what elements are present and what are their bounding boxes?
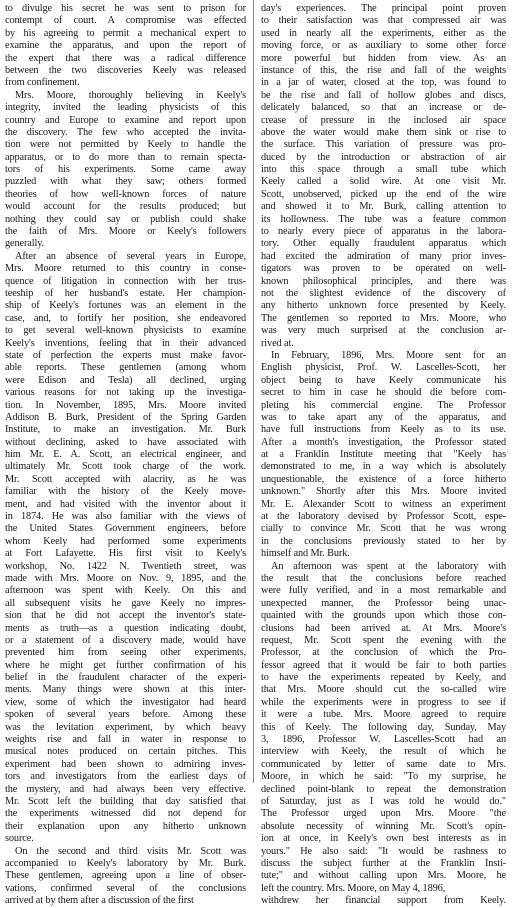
text-line: examine the apparatus, and upon the report of: [5, 40, 246, 52]
text-line: English physicist, Prof. W. Lascelles-Scott, her: [261, 362, 506, 374]
text-line: the expert that there was a radical difference: [5, 52, 246, 64]
text-line: made with Mrs. Moore on Nov. 9, 1895, and the: [5, 572, 246, 584]
text-line: demonstrated to me, in a way which is absolutely: [261, 461, 506, 473]
text-line: had excited the admiration of many prior inves-: [261, 250, 506, 262]
text-line: unquestionable, the existence of a force hitherto: [261, 473, 506, 485]
text-line: to their satisfaction was that compressed air was: [261, 15, 506, 27]
text-line: familiar with the history of the Keely move-: [5, 486, 246, 498]
text-line: object being to have Keely communicate his: [261, 374, 506, 386]
text-line: An afternoon was spent at the laboratory with: [271, 560, 506, 572]
text-line: belief in the fraudulent character of the experi-: [5, 672, 246, 684]
text-line: were fully verified, and in a most remarkable and: [261, 585, 506, 597]
text-line: while the experiments were in progress to see if: [261, 696, 506, 708]
text-line: that Mrs. Moore should cut the so-called wire: [261, 684, 506, 696]
text-line: These gentlemen, agreeing upon a line of obser-: [5, 870, 246, 882]
text-line: interview with Keely, the result of which he: [261, 746, 506, 758]
text-line: Mr. Scott left the building that day satisfied that: [5, 796, 246, 807]
text-line: source.: [5, 833, 34, 845]
text-line: Mrs. Moore returned to this country in conse-: [5, 263, 246, 275]
text-line: this of Keely. The following day, Sunday, May: [261, 721, 506, 733]
text-line: left the country. Mrs. Moore, on May 4, 1896,: [261, 882, 446, 894]
text-line: afternoon was spent with Keely. On this and: [5, 585, 246, 597]
text-line: its hollowness. The tube was a feature common: [261, 213, 506, 225]
column-divider: [253, 0, 254, 783]
text-line: where he might get further confirmation of his: [5, 659, 246, 671]
text-line: delicately balanced, so that an increase or de-: [261, 102, 506, 114]
text-line: After a month's investigation, the Professor stated: [261, 436, 506, 448]
text-line: of Saturday, just as I was told he would do.": [261, 796, 506, 807]
text-line: pleting his commercial engine. The Professor: [261, 399, 506, 411]
text-line: at the laboratory devised by Professor Scott, espe-: [261, 511, 506, 523]
text-line: integrity, invited the leading physicists of this: [5, 102, 246, 114]
text-line: instance of this, the rise and fall of the weights: [261, 64, 506, 76]
text-line: have full instructions from Keely as to its use.: [261, 424, 506, 436]
text-line: communicated by letter of same date to Mrs.: [261, 758, 506, 770]
text-line: generally.: [5, 238, 45, 250]
text-line: The gentlemen so reported to Mrs. Moore, who: [261, 312, 506, 324]
text-line: declined point-blank to repeat the demonstration: [261, 783, 506, 795]
text-line: On the second and third visits Mr. Scott was: [15, 845, 246, 857]
text-line: Institute, to make an investigation. Mr. Burk: [5, 424, 246, 436]
text-line: ments as truth—as a question indicating doubt,: [5, 622, 246, 634]
text-line: Mr. E. Alexander Scott to witness an experiment: [261, 498, 506, 510]
text-line: tory. Other equally fraudulent apparatus which: [261, 238, 506, 250]
text-line: After an absence of several years in Europe,: [15, 250, 246, 262]
text-line: theories of how well-known forces of nature: [5, 188, 246, 200]
text-line: Keely's inventions, feeling that in their advanced: [5, 337, 246, 349]
text-line: to have the experiments repeated by Keely, and: [261, 672, 506, 684]
text-line: ments. Many things were shown at this inter-: [5, 684, 246, 696]
text-line: or a statement of a discovery made, would have: [5, 634, 246, 646]
text-line: prevented him from seeing other experiments,: [5, 647, 246, 659]
text-line: and showed it to Mr. Burk, calling attention to: [261, 201, 506, 213]
text-line: ion at once, in Keely's own best interests as in: [261, 833, 506, 845]
text-line: day's experiences. The principal point proven: [261, 3, 506, 14]
text-line: to nearly every piece of apparatus in the labora-: [261, 226, 506, 238]
text-line: was very much surprised at the conclusion ar-: [261, 325, 506, 337]
text-line: teeship of her husband's estate. Her champion-: [5, 287, 246, 299]
text-line: himself and Mr. Burk.: [261, 548, 350, 560]
text-line: more powerful but hidden from view. As an: [261, 52, 506, 64]
text-line: accompanied to Keely's laboratory by Mr. Burk.: [5, 857, 246, 869]
text-line: absolute necessity of winning Mr. Scott's opin-: [261, 820, 506, 832]
text-line: fessor agreed that it would be fair to both parties: [261, 659, 506, 671]
text-line: duced by the introduction or abstraction of air: [261, 151, 506, 163]
text-line: the mystery, and had always been very effective.: [5, 783, 246, 795]
text-line: all subsequent visits he gave Keely no impres-: [5, 597, 246, 609]
text-line: view, some of which the investigator had heard: [5, 696, 246, 708]
text-line: Keely called a solid wire. At one visit Mr.: [261, 176, 506, 188]
text-line: be the rise and fall of hollow globes and discs,: [261, 89, 506, 101]
text-line: 3, 1896, Professor W. Lascelles-Scott had an: [261, 734, 506, 746]
text-line: to get several well-known physicists to examine: [5, 325, 246, 337]
text-line: used in nearly all the experiments, either as the: [261, 27, 506, 39]
text-line: tion were not permitted by Keely to handle the: [5, 139, 246, 151]
text-line: sion that he did not accept the inventor's state-: [5, 610, 246, 622]
text-line: would account for the results produced; but: [5, 201, 246, 213]
left-column: [5, 3, 246, 908]
text-line: various reasons for not taking up the investiga-: [5, 387, 246, 399]
text-line: the discovery. The few who accepted the invita-: [5, 126, 246, 138]
text-line: discuss the subject further at the Franklin Insti-: [261, 857, 506, 869]
text-line: state of perfection the experts must make favor-: [5, 349, 246, 361]
text-line: him Mr. E. A. Scott, an electrical engineer, and: [5, 449, 246, 461]
text-line: apparatus, or to do more than to remain specta-: [5, 151, 246, 163]
text-line: the experiments witnessed did not depend for: [5, 808, 246, 820]
text-line: vations, confirmed several of the conclusions: [5, 882, 246, 894]
text-line: their explanation upon any hitherto unknown: [5, 820, 246, 832]
text-line: Addison B. Burk, President of the Spring Garden: [5, 411, 246, 423]
text-line: Scott, unobserved, picked up the end of the wire: [261, 188, 506, 200]
text-line: were Edison and Tesla) all declined, urging: [5, 374, 246, 386]
text-line: experiment had been shown to admiring inves-: [5, 758, 246, 770]
text-line: in a jar of water, closed at the top, was found to: [261, 77, 506, 89]
text-line: arrived at by them after a discussion of the first: [5, 895, 194, 907]
text-line: unexpected manner, the Professor being unac-: [261, 597, 506, 609]
text-line: quainted with the grounds upon which those con-: [261, 610, 506, 622]
text-line: clusions had been arrived at. At Mrs. Moore's: [261, 622, 506, 634]
text-line: tigators was proven to be operated on well-: [261, 263, 506, 275]
text-line: to divulge his secret he was sent to prison for: [5, 3, 246, 14]
text-line: contempt of court. A compromise was effected: [5, 15, 246, 27]
text-line: was the levitation experiment, by which heavy: [5, 721, 246, 733]
text-line: without declining, asked to have associated with: [5, 436, 246, 448]
text-line: into this space through a small tube which: [261, 164, 506, 176]
text-line: the surface. This variation of pressure was pro-: [261, 139, 506, 151]
text-line: between the two discoveries Keely was released: [5, 64, 246, 76]
text-line: in the conclusions previously stated to her by: [261, 535, 506, 547]
text-line: weights rise and fall in water in response to: [5, 734, 246, 746]
text-line: nothing they could say or publish could shake: [5, 213, 246, 225]
text-line: Moore, in which he said: "To my surprise, he: [261, 771, 506, 783]
text-line: yours." He also said: "It would be rashness to: [261, 845, 506, 857]
text-line: from confinement.: [5, 77, 80, 89]
text-line: above the water would make them sink or rise to: [261, 126, 506, 138]
text-line: not the slightest evidence of the discovery of: [261, 287, 506, 299]
text-line: ment, and had visited with the inventor about it: [5, 498, 246, 510]
text-line: by his agreeing to permit a mechanical expert to: [5, 27, 246, 39]
text-line: spoken of several years before. Among these: [5, 709, 246, 721]
text-line: tute;" and without calling upon Mrs. Moore, he: [261, 870, 506, 882]
text-line: tion. In November, 1895, Mrs. Moore invited: [5, 399, 246, 411]
text-line: tors and investigators from the earliest days of: [5, 771, 246, 783]
text-line: crease of pressure in the inclosed air space: [261, 114, 506, 126]
text-line: quence of litigation in connection with her trus-: [5, 275, 246, 287]
text-line: the result that the conclusions before reached: [261, 572, 506, 584]
text-line: whom Keely had performed some experiments: [5, 535, 246, 547]
text-line: tors of his experiments. Some came away: [5, 164, 246, 176]
text-line: country and Europe to examine and report upon: [5, 114, 246, 126]
text-line: Mrs. Moore, thoroughly believing in Keely's: [15, 89, 246, 101]
text-line: In February, 1896, Mrs. Moore sent for an: [271, 349, 506, 361]
text-line: the United States Government engineers, before: [5, 523, 246, 535]
text-line: rived at.: [261, 337, 294, 349]
text-line: it were a tube. Mrs. Moore agreed to require: [261, 709, 506, 721]
text-line: Mr. Scott accepted with alacrity, as he was: [5, 473, 246, 485]
text-line: moving force, or as auxiliary to some other force: [261, 40, 506, 52]
text-line: the faith of Mrs. Moore or Keely's followers: [5, 226, 246, 238]
text-line: cially to convince Mr. Scott that he was wrong: [261, 523, 506, 535]
text-line: ultimately Mr. Scott took charge of the work.: [5, 461, 246, 473]
text-line: case, and, to fortify her position, she endeavored: [5, 312, 246, 324]
text-line: workshop, No. 1422 N. Twentieth street, was: [5, 560, 246, 572]
text-line: secret to him in case he should die before com-: [261, 387, 506, 399]
text-line: known philosophical principles, and there was: [261, 275, 506, 287]
text-line: able reports. These gentlemen (among whom: [5, 362, 246, 374]
text-line: ship of Keely's fortunes was an element in the: [5, 300, 246, 312]
text-line: was to take apart any of the apparatus, and: [261, 411, 506, 423]
text-line: any hitherto unknown force presented by Keely.: [261, 300, 506, 312]
text-line: musical notes produced on certain pitches. This: [5, 746, 246, 758]
text-line: at a Franklin Institute meeting that "Keely has: [261, 449, 506, 461]
text-line: The Professor urged upon Mrs. Moore "the: [261, 808, 506, 820]
text-line: puzzled with what they saw; others formed: [5, 176, 246, 188]
text-line: unknown." Shortly after this Mrs. Moore invited: [261, 486, 506, 498]
text-line: request, Mr. Scott spent the evening with the: [261, 634, 506, 646]
text-line: Professor, at the conclusion of which the Pro-: [261, 647, 506, 659]
text-line: withdrew her financial support from Keely.: [261, 895, 506, 907]
text-line: in 1874. He was also familiar with the views of: [5, 511, 246, 523]
text-line: at Fort Lafayette. His first visit to Keely's: [5, 548, 246, 560]
right-column: [261, 3, 506, 908]
